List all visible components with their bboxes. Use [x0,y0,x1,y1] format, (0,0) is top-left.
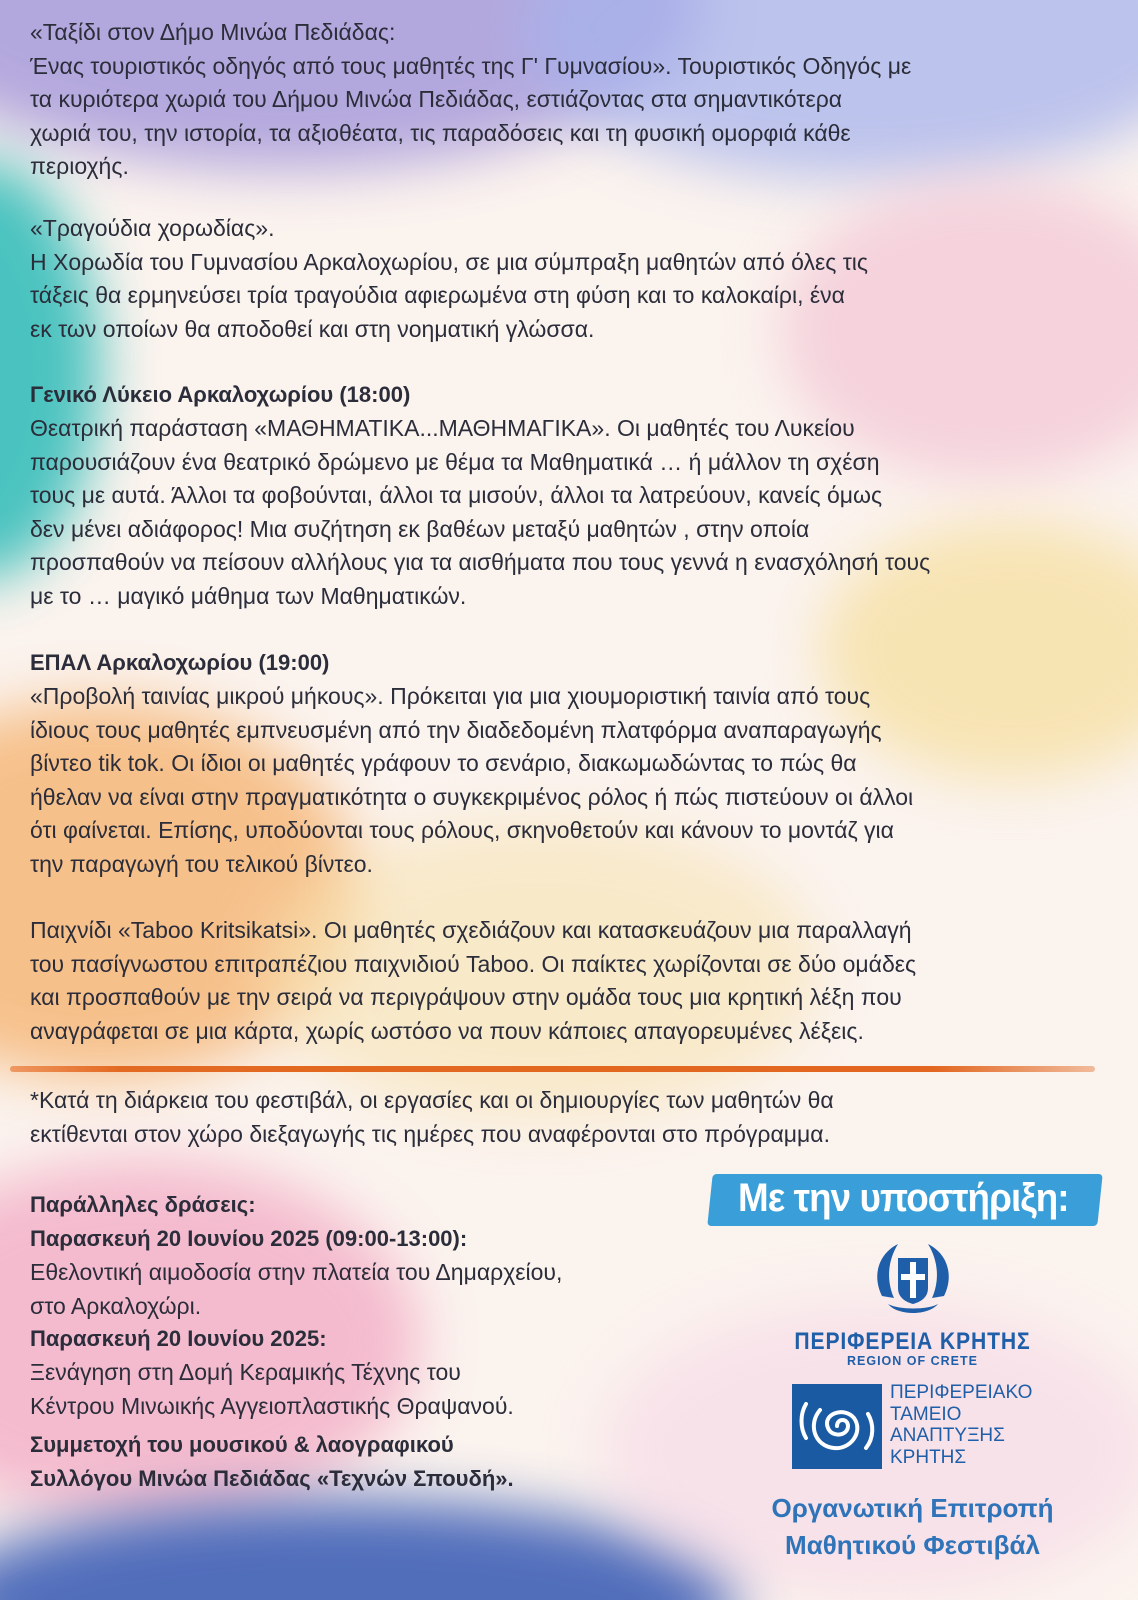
parallel-item1-date: Παρασκευή 20 Ιουνίου 2025 (09:00-13:00): [30,1226,468,1251]
paragraph-taboo: Παιχνίδι «Taboo Kritsikatsi». Οι μαθητές σχεδιάζουν και κατασκευάζουν μια παραλλαγή του πασίγνωστου επιτραπέζιου παιχνιδιού Taboo. Οι παίκτες χωρίζονται σε δύο ομάδες και προσπαθούν με την σειρά να περιγράψουν στην ομάδα τους μια κρητική λέξη που αναγράφεται σε μια κάρτα, χωρίς ωστόσο να πουν κάποιες απαγορευμένες λέξεις. [30,917,917,1044]
paragraph-tourist-guide: «Ταξίδι στον Δήμο Μινώα Πεδιάδας: Ένας τουριστικός οδηγός από τους μαθητές της Γ' Γυμνασίου». Τουριστικός Οδηγός με τα κυριότερα χωριά του Δήμου Μινώα Πεδιάδας, εστιάζοντας στα σημαντικότερα χωριά του, την ιστορία, τα αξιοθέατα, τις παραδόσεις και τη φυσική ομορφιά κάθε περιοχής. [30,19,912,179]
parallel-item2-text: Ξενάγηση στη Δομή Κεραμικής Τέχνης του Κέντρου Μινωικής Αγγειοπλαστικής Θραψανού. [30,1359,514,1419]
region-name: ΠΕΡΙΦΕΡΕΙΑ ΚΡΗΤΗΣ [794,1328,1031,1355]
participation-text: Συμμετοχή του μουσικού & λαογραφικού Συλλόγου Μινώα Πεδιάδας «Τεχνών Σπουδή». [30,1432,514,1491]
heading-lykeio: Γενικό Λύκειο Αρκαλοχωρίου (18:00) [30,382,411,407]
paragraph-epal: «Προβολή ταινίας μικρού μήκους». Πρόκειται για μια χιουμοριστική ταινία από τους ίδιους τους μαθητές εμπνευσμένη από την διαδεδομένη πλατφόρμα αναπαραγωγής βίντεο tik tok. Οι ίδιοι οι μαθητές γράφουν το σενάριο, διακωμωδώντας το πώς θα ήθελαν να είναι στην πραγματικότητα ο συγκεκριμένος ρόλος ή πώς πιστεύουν οι άλλοι ότι φαίνεται. Επίσης, υποδύονται τους ρόλους, σκηνοθετούν και κάνουν το μοντάζ για την παραγωγή του τελικού βίντεο. [30,683,914,877]
heading-epal: ΕΠΑΛ Αρκαλοχωρίου (19:00) [30,650,330,675]
organizing-committee: Οργανωτική Επιτροπή Μαθητικού Φεστιβάλ [771,1493,1054,1560]
crete-region-emblem-icon [868,1236,958,1326]
parallel-item2-date: Παρασκευή 20 Ιουνίου 2025: [30,1326,327,1351]
development-fund-name: ΠΕΡΙΦΕΡΕΙΑΚΟ ΤΑΜΕΙΟ ΑΝΑΠΤΥΞΗΣ ΚΡΗΤΗΣ [890,1382,1033,1468]
parallel-title: Παράλληλες δράσεις: [30,1192,256,1217]
parallel-item1-text: Εθελοντική αιμοδοσία στην πλατεία του Δημαρχείου, στο Αρκαλοχώρι. [30,1259,563,1319]
development-fund-logo-icon [792,1384,882,1469]
paragraph-choir: «Τραγούδια χορωδίας». Η Χορωδία του Γυμνασίου Αρκαλοχωρίου, σε μια σύμπραξη μαθητών από όλες τις τάξεις θα ερμηνεύσει τρία τραγούδια αφιερωμένα στη φύση και το καλοκαίρι, ένα εκ των οποίων θα αποδοθεί και στη νοηματική γλώσσα. [30,215,868,342]
paragraph-note: *Κατά τη διάρκεια του φεστιβάλ, οι εργασίες και οι δημιουργίες των μαθητών θα εκτίθενται στον χώρο διεξαγωγής τις ημέρες που αναφέρονται στο πρόγραμμα. [30,1087,834,1147]
paragraph-lykeio: Θεατρική παράσταση «ΜΑΘΗΜΑΤΙΚΑ...ΜΑΘΗΜΑΓΙΚΑ». Οι μαθητές του Λυκείου παρουσιάζουν ένα θεατρικό δρώμενο με θέμα τα Μαθηματικά … ή μάλλον τη σχέση τους με αυτά. Άλλοι τα φοβούνται, άλλοι τα μισούν, άλλοι τα λατρεύουν, κανείς όμως δεν μένει αδιάφορος! Μια συζήτηση εκ βαθέων μεταξύ μαθητών , στην οποία προσπαθούν να πείσουν αλλήλους για τα αισθήματα που τους γεννά η ενασχόλησή τους με το … μαγικό μάθημα των Μαθηματικών. [30,415,931,609]
orange-divider [10,1066,1095,1072]
support-banner-label: Με την υποστήριξη: [738,1176,1069,1220]
region-subtitle: REGION OF CRETE [847,1354,978,1368]
